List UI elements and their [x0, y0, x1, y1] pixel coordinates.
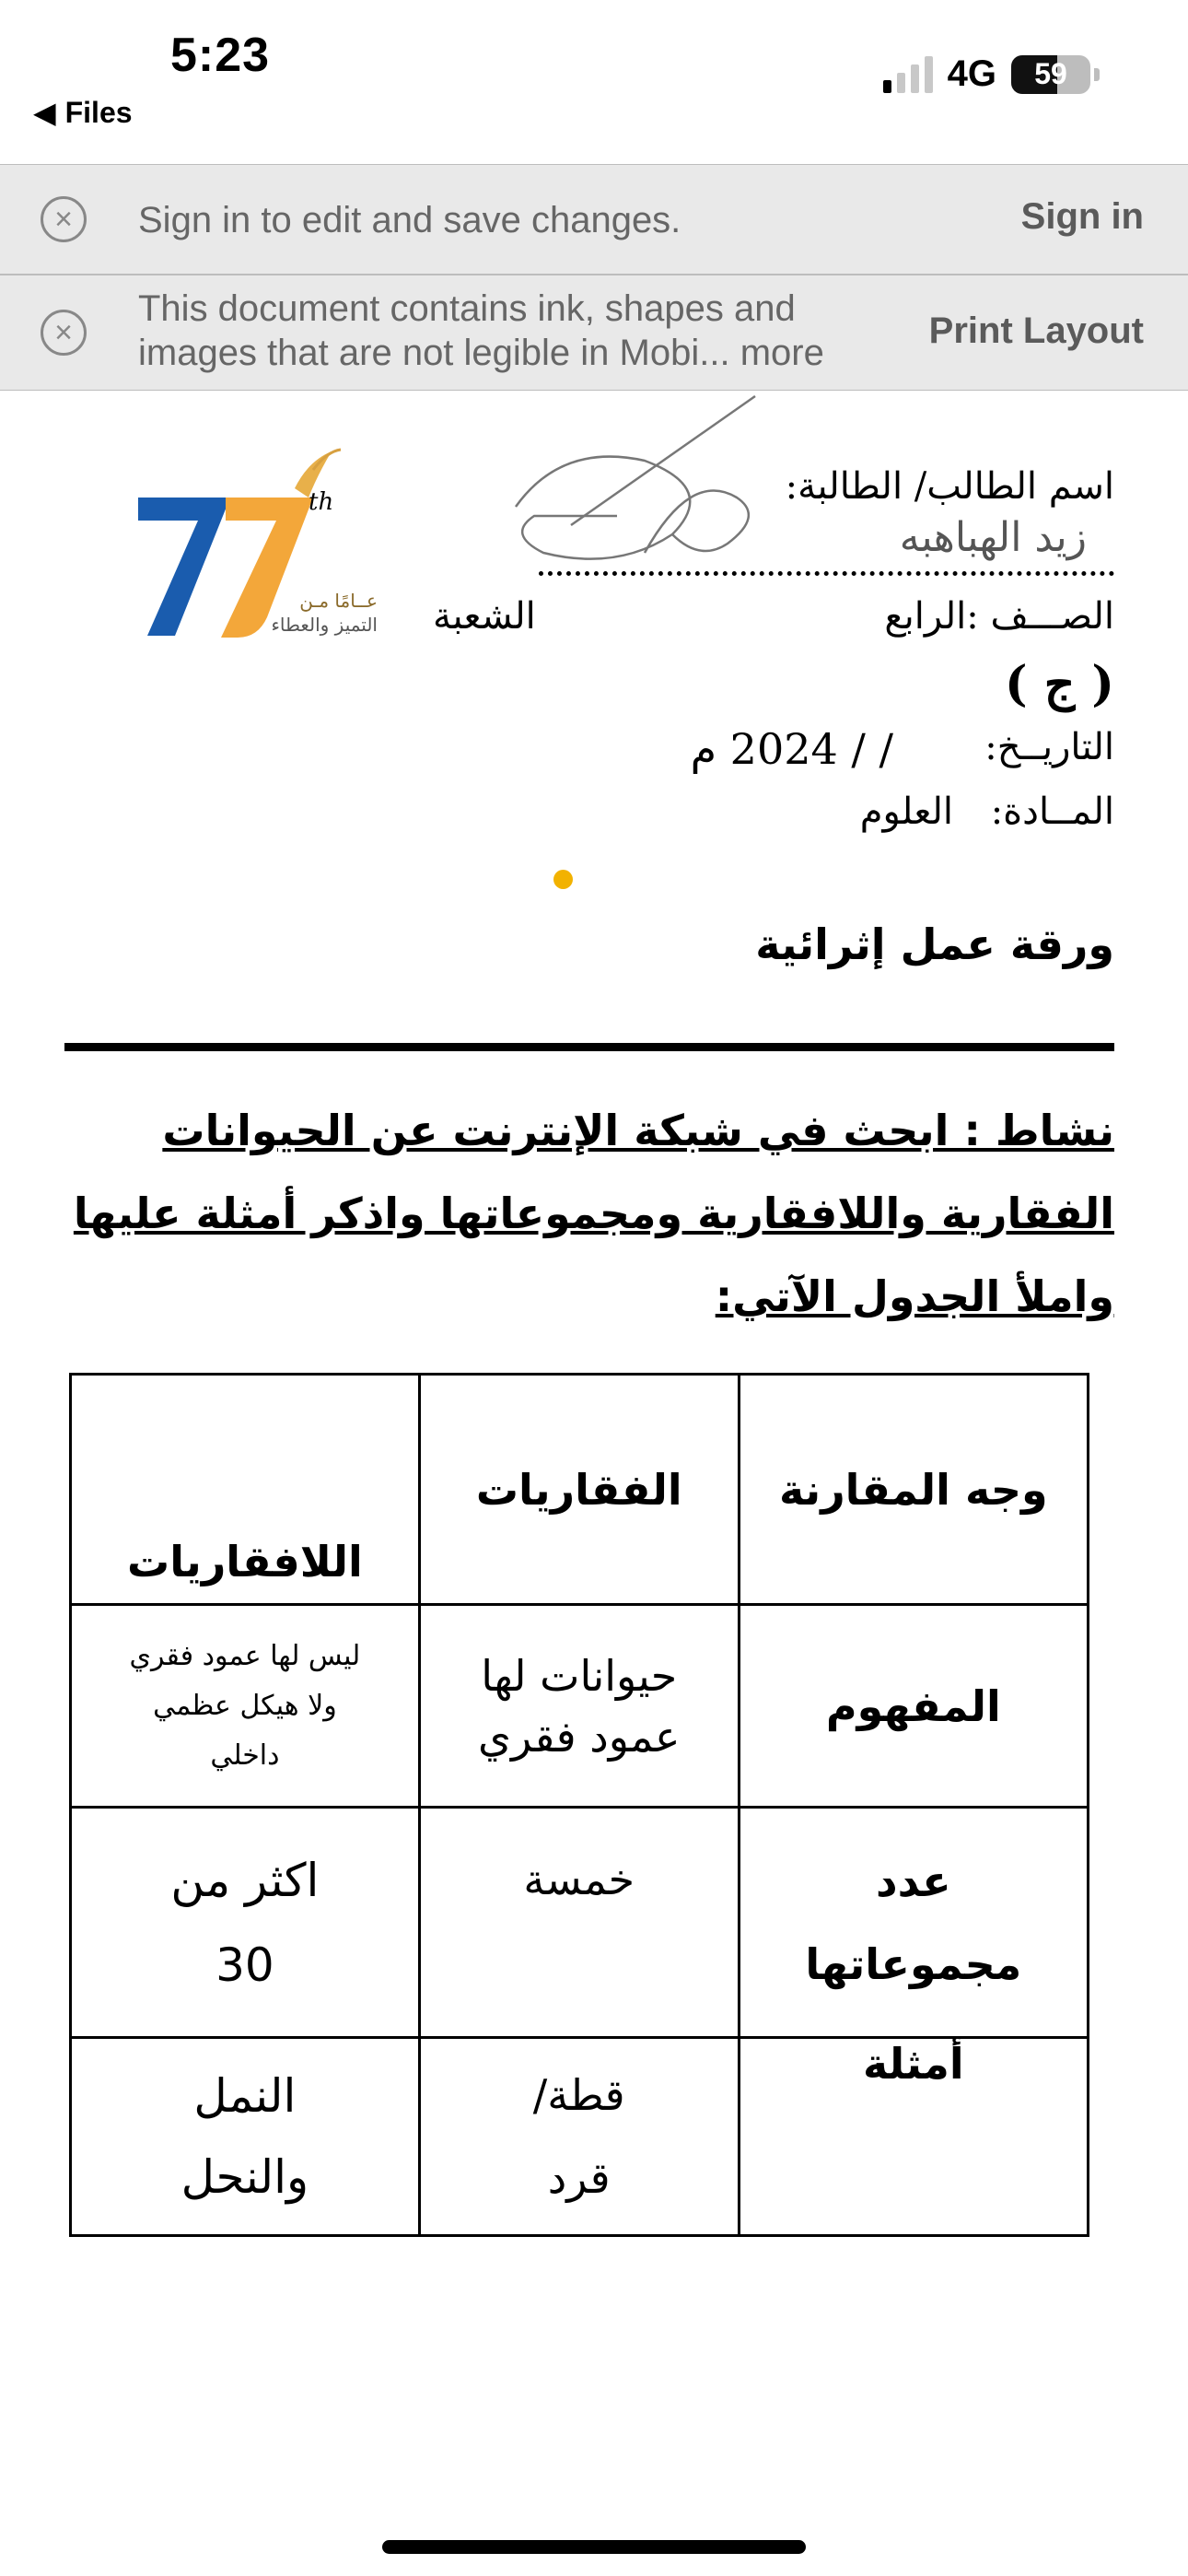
- layout-message: [138, 287, 824, 375]
- groups-invert-line1: اكثر من: [170, 1853, 320, 1907]
- table-cell: خمسة: [419, 1808, 739, 2038]
- table-cell: حيوانات لها عمود فقري: [419, 1605, 739, 1808]
- print-layout-banner: [0, 275, 1188, 391]
- table-cell: ليس لها عمود فقري ولا هيكل عظمي داخلي: [71, 1605, 420, 1808]
- more-link[interactable]: more: [740, 333, 824, 373]
- table-row: [71, 1605, 1089, 1808]
- network-type: 4G: [947, 53, 996, 94]
- sign-in-button[interactable]: Sign in: [1020, 196, 1144, 237]
- signal-icon: [883, 56, 933, 93]
- name-dotted-line: [539, 571, 1114, 576]
- yellow-dot: [553, 870, 573, 889]
- row-label-cell: أمثلة: [739, 2038, 1088, 2236]
- examples-invert-line2: والنحل: [181, 2150, 309, 2204]
- print-layout-button[interactable]: Print Layout: [928, 310, 1144, 351]
- battery-nub: [1094, 68, 1100, 81]
- header-cell: اللافقاريات: [71, 1375, 420, 1605]
- status-indicators: [883, 53, 1100, 95]
- battery-level: 59: [1034, 57, 1067, 90]
- logo-tagline-1: عــامًا مـن: [299, 590, 378, 612]
- activity-line-1: نشاط : ابحث في شبكة الإنترنت عن الحيوانات: [162, 1106, 1114, 1155]
- header-cell: الفقاريات: [419, 1375, 739, 1605]
- section-label: الشعبة: [433, 595, 536, 638]
- signin-message: Sign in to edit and save changes.: [138, 200, 681, 240]
- layout-message-line1: This document contains ink, shapes and: [138, 288, 796, 329]
- examples-invert-line1: النمل: [193, 2069, 297, 2123]
- examples-vert-line2: قرد: [547, 2153, 611, 2203]
- home-indicator[interactable]: [382, 2540, 806, 2554]
- back-label: Files: [64, 95, 133, 129]
- back-to-files-button[interactable]: [33, 95, 133, 130]
- logo-tagline-2: التميز والعطاء: [271, 614, 378, 636]
- header-cell: وجه المقارنة: [739, 1375, 1088, 1605]
- row-label-cell: المفهوم: [739, 1605, 1088, 1808]
- activity-line-3: واملأ الجدول الآتي:: [715, 1271, 1114, 1321]
- subject-label: المــادة:: [990, 790, 1114, 833]
- row-label-cell: عدد مجموعاتها: [739, 1808, 1088, 2038]
- comparison-table: [69, 1373, 1089, 2237]
- worksheet-title: ورقة عمل إثرائية: [755, 919, 1114, 969]
- battery-icon: [1011, 55, 1090, 94]
- student-label: اسم الطالب/ الطالبة:: [785, 465, 1114, 508]
- signin-banner: [0, 164, 1188, 275]
- groups-invert-line2: 30: [215, 1938, 274, 1992]
- activity-line-2: الفقارية واللافقارية ومجموعاتها واذكر أمثلة عليها: [73, 1188, 1114, 1238]
- date-label: التاريــخ:: [984, 726, 1114, 768]
- table-cell: [71, 2038, 420, 2236]
- subject-value: العلوم: [859, 790, 953, 833]
- table-row: [71, 1375, 1089, 1605]
- logo-suffix: th: [309, 488, 334, 516]
- back-triangle-icon: ◀: [33, 96, 56, 129]
- signature-scribble: [507, 387, 783, 585]
- date-value: / / 2024 م: [690, 724, 893, 774]
- table-row: [71, 1808, 1089, 2038]
- layout-message-line2: images that are not legible in Mobi...: [138, 333, 730, 373]
- examples-vert-line1: قطة/: [532, 2070, 625, 2120]
- close-icon[interactable]: ×: [41, 196, 87, 242]
- table-row: [71, 2038, 1089, 2236]
- section-value: ( ج ): [1005, 656, 1114, 712]
- table-cell: [419, 2038, 739, 2236]
- school-logo: [120, 433, 387, 654]
- student-name: زيد الهباهبه: [899, 514, 1087, 561]
- status-time: 5:23: [170, 29, 271, 82]
- grade-label: الصـــف :الرابع: [884, 595, 1114, 638]
- table-cell: [71, 1808, 420, 2038]
- divider-line: [64, 1043, 1114, 1051]
- close-icon[interactable]: ×: [41, 310, 87, 356]
